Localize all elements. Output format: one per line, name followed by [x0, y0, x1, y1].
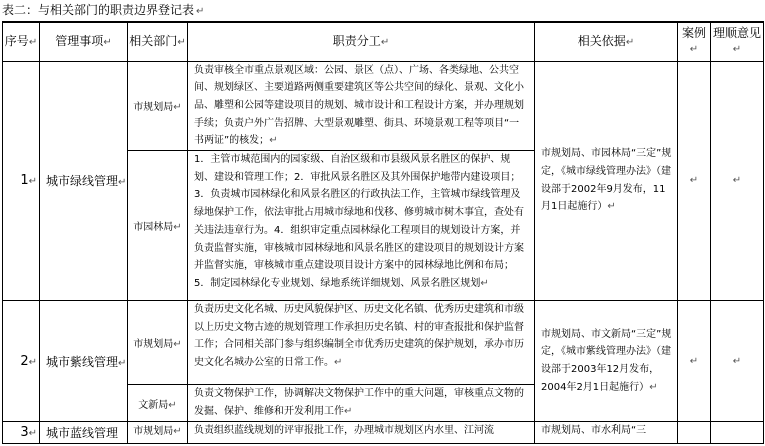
row-matter: 城市紫线管理↵ — [40, 301, 128, 422]
row-dept: 市规划局↵ — [128, 301, 188, 385]
row-case: ↵ — [678, 301, 711, 422]
header-basis: 相关依据↵ — [535, 22, 678, 61]
row-dept: 市园林局↵ — [128, 151, 188, 301]
header-matter: 管理事项↵ — [40, 22, 128, 61]
row-matter: 城市绿线管理↵ — [40, 61, 128, 301]
table-row — [3, 422, 764, 444]
row-opinion: ↵ — [711, 301, 764, 422]
return-mark-icon: ↵ — [196, 6, 205, 17]
caption-text: 表二：与相关部门的职责边界登记表 — [2, 3, 195, 17]
row-duty: 负责历史文化名城、历史风貌保护区、历史文化名镇、优秀历史建筑和市级以上历史文物古迹的规划管理工作承担历史名镇、村的审查报批和保护监督工作；合同相关部门参与组织编制全市优秀历史建筑的保护规划，承办市历史文化名城办公室的日常工作。↵ — [188, 301, 535, 385]
header-duty: 职责分工↵ — [188, 22, 535, 61]
row-dept: 市规划局↵ — [128, 61, 188, 151]
row-duty: 负责审核全市重点景观区域：公园、景区（点）、广场、各类绿地、公共空间、规划绿区、主要道路两侧重要建筑区等公共空间的绿化、景观、文化小品、雕塑和公园等建设项目的规划、城市设计和工程设计方案，并办理规划手续；负责户外广告招牌、大型景观雕塑、街具、环境景观工程等项目“一书两证”的核发；↵ — [188, 61, 535, 151]
row-matter: 城市蓝线管理 — [40, 422, 128, 444]
row-dept: 市规划局↵ — [128, 422, 188, 444]
row-case: ↵ — [678, 61, 711, 301]
row-case — [678, 422, 711, 444]
row-dept: 文新局↵ — [128, 385, 188, 422]
row-basis: 市规划局、市水利局“三 — [535, 422, 678, 444]
row-duty: 负责文物保护工作，协调解决文物保护工作中的重大问题，审核重点文物的发掘、保护、维修和开发利用工作↵ — [188, 385, 535, 422]
table-row — [3, 301, 764, 385]
table-row — [3, 61, 764, 151]
row-seq: 2↵ — [3, 301, 40, 422]
row-seq: 1↵ — [3, 61, 40, 301]
row-duty: 1．主管市城范围内的园家级、自治区级和市县级风景名胜区的保护、规划、建设和管理工作；2．审批风景名胜区及其外围保护地带内建设项目；3．负责城市园林绿化和风景名胜区的行政执法工作，主管城市绿线管理及绿地保护工作，依法审批占用城市绿地和伐移、修剪城市树木事宜，查处有关违法违章行为。4．组织审定重点园林绿化工程项目的规划设计方案，并负责监督实施，审核城市园林绿地和风景名胜区的建设项目的规划设计方案并监督实施，审核城市重点建设项目设计方案中的园林绿地比例和布局；5．制定园林绿化专业规划、绿地系统详细规划、风景名胜区规划↵ — [188, 151, 535, 301]
row-opinion — [711, 422, 764, 444]
header-seq: 序号↵ — [3, 22, 40, 61]
table-caption — [2, 0, 204, 21]
row-basis: 市规划局、市文新局“三定”规定，《城市紫线管理办法》（建设部于2003年12月发布，2004年2月1日起施行）↵ — [535, 301, 678, 422]
header-case: 案例↵ — [678, 22, 711, 61]
row-opinion: ↵ — [711, 61, 764, 301]
header-row — [3, 22, 764, 61]
row-basis: 市规划局、市园林局“三定”规定，《城市绿线管理办法》（建设部于2002年9月发布，11月1日起施行）↵ — [535, 61, 678, 301]
row-seq: 3↵ — [3, 422, 40, 444]
header-opinion: 理顺意见↵ — [711, 22, 764, 61]
registration-table — [2, 21, 764, 444]
row-duty: 负责组织蓝线规划的评审报批工作，办理城市规划区内水里、江河流 — [188, 422, 535, 444]
header-dept: 相关部门↵ — [128, 22, 188, 61]
